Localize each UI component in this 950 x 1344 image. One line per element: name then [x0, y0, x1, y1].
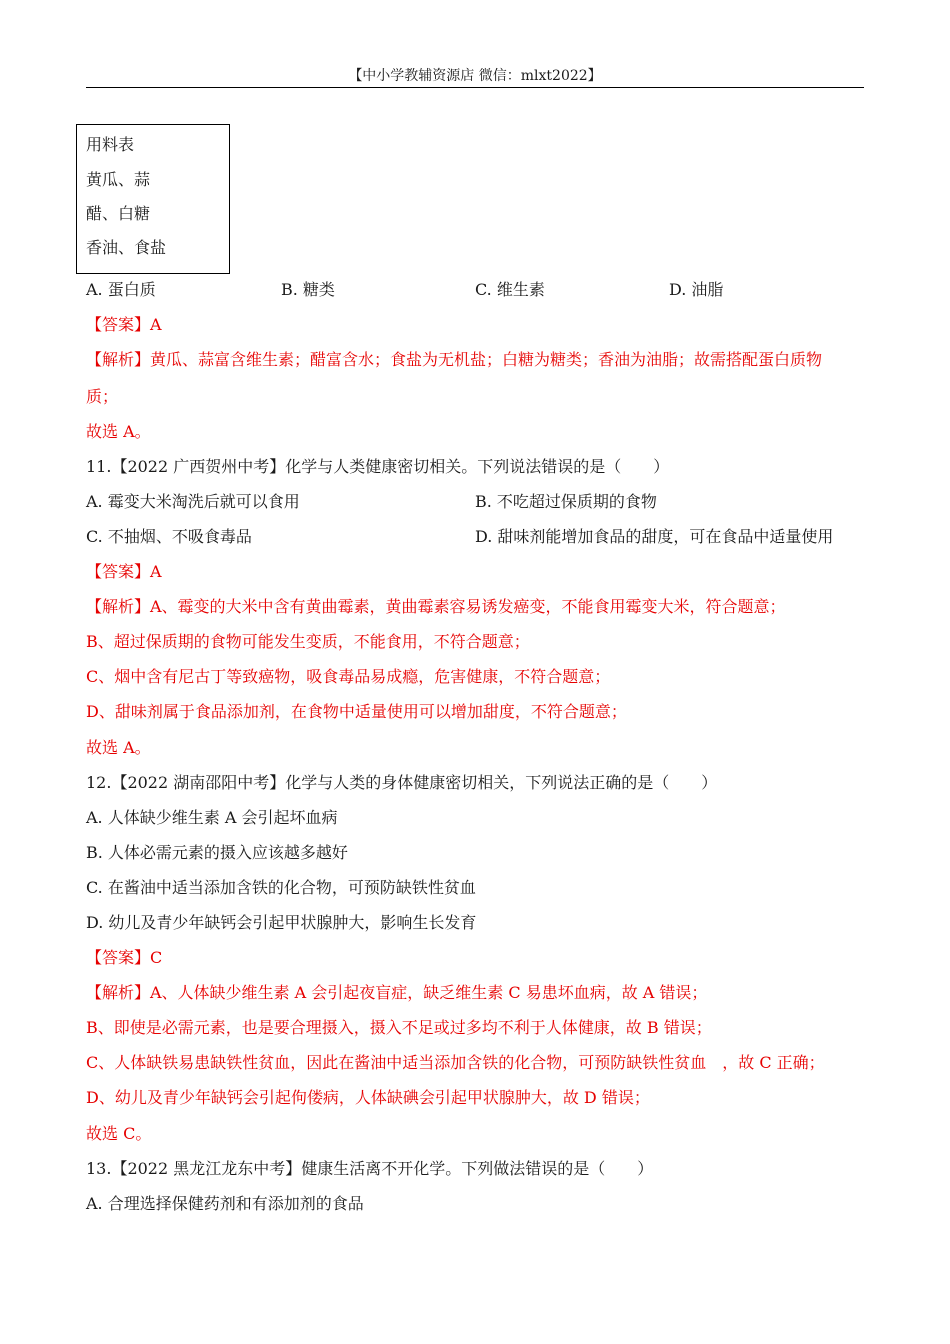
q12-option-c: C. 在酱油中适当添加含铁的化合物，可预防缺铁性贫血 — [86, 878, 476, 897]
q10-option-a: A. 蛋白质 — [86, 280, 156, 299]
recipe-title: 用料表 — [86, 135, 135, 154]
recipe-line-2: 醋、白糖 — [86, 204, 151, 223]
recipe-table — [76, 124, 230, 274]
q10-option-c: C. 维生素 — [475, 280, 545, 299]
q10-analysis-1: 【解析】黄瓜、蒜富含维生素；醋富含水；食盐为无机盐；白糖为糖类；香油为油脂；故需搭配蛋白质物 — [86, 350, 823, 369]
q10-option-b: B. 糖类 — [281, 280, 335, 299]
q11-conclusion: 故选 A。 — [86, 738, 151, 757]
recipe-line-1: 黄瓜、蒜 — [86, 170, 151, 189]
q12-option-d: D. 幼儿及青少年缺钙会引起甲状腺肿大，影响生长发育 — [86, 913, 477, 932]
q12-conclusion: 故选 C。 — [86, 1124, 152, 1143]
q11-option-c: C. 不抽烟、不吸食毒品 — [86, 527, 252, 546]
q12-analysis-3: C、人体缺铁易患缺铁性贫血，因此在酱油中适当添加含铁的化合物，可预防缺铁性贫血 ，故 C 正确； — [86, 1053, 825, 1072]
q11-stem: 11.【2022 广西贺州中考】化学与人类健康密切相关。下列说法错误的是（ ） — [86, 457, 670, 476]
q10-conclusion: 故选 A。 — [86, 422, 151, 441]
header-rule — [86, 87, 864, 88]
q11-analysis-1: 【解析】A、霉变的大米中含有黄曲霉素，黄曲霉素容易诱发癌变，不能食用霉变大米，符合题意； — [86, 597, 786, 616]
q11-analysis-4: D、甜味剂属于食品添加剂，在食物中适量使用可以增加甜度，不符合题意； — [86, 702, 627, 721]
q11-option-a: A. 霉变大米淘洗后就可以食用 — [86, 492, 300, 511]
q12-option-a: A. 人体缺少维生素 A 会引起坏血病 — [86, 808, 338, 827]
q12-stem: 12.【2022 湖南邵阳中考】化学与人类的身体健康密切相关，下列说法正确的是（ ） — [86, 773, 718, 792]
q12-answer: 【答案】C — [86, 948, 163, 967]
q13-option-a: A. 合理选择保健药剂和有添加剂的食品 — [86, 1194, 364, 1213]
q10-analysis-2: 质； — [86, 387, 119, 406]
recipe-line-3: 香油、食盐 — [86, 238, 167, 257]
q12-analysis-4: D、幼儿及青少年缺钙会引起佝偻病，人体缺碘会引起甲状腺肿大，故 D 错误； — [86, 1088, 650, 1107]
q11-option-b: B. 不吃超过保质期的食物 — [475, 492, 657, 511]
q12-option-b: B. 人体必需元素的摄入应该越多越好 — [86, 843, 348, 862]
q11-analysis-3: C、烟中含有尼古丁等致癌物，吸食毒品易成瘾，危害健康，不符合题意； — [86, 667, 611, 686]
q13-stem: 13.【2022 黑龙江龙东中考】健康生活离不开化学。下列做法错误的是（ ） — [86, 1159, 654, 1178]
q12-analysis-2: B、即使是必需元素，也是要合理摄入，摄入不足或过多均不利于人体健康，故 B 错误； — [86, 1018, 712, 1037]
q11-analysis-2: B、超过保质期的食物可能发生变质，不能食用，不符合题意； — [86, 632, 530, 651]
q10-answer: 【答案】A — [86, 315, 162, 334]
q11-option-d: D. 甜味剂能增加食品的甜度，可在食品中适量使用 — [475, 527, 834, 546]
q12-analysis-1: 【解析】A、人体缺少维生素 A 会引起夜盲症，缺乏维生素 C 易患坏血病，故 A 错误； — [86, 983, 708, 1002]
q11-answer: 【答案】A — [86, 562, 162, 581]
page-header: 【中小学教辅资源店 微信：mlxt2022】 — [348, 68, 602, 84]
q10-option-d: D. 油脂 — [669, 280, 724, 299]
